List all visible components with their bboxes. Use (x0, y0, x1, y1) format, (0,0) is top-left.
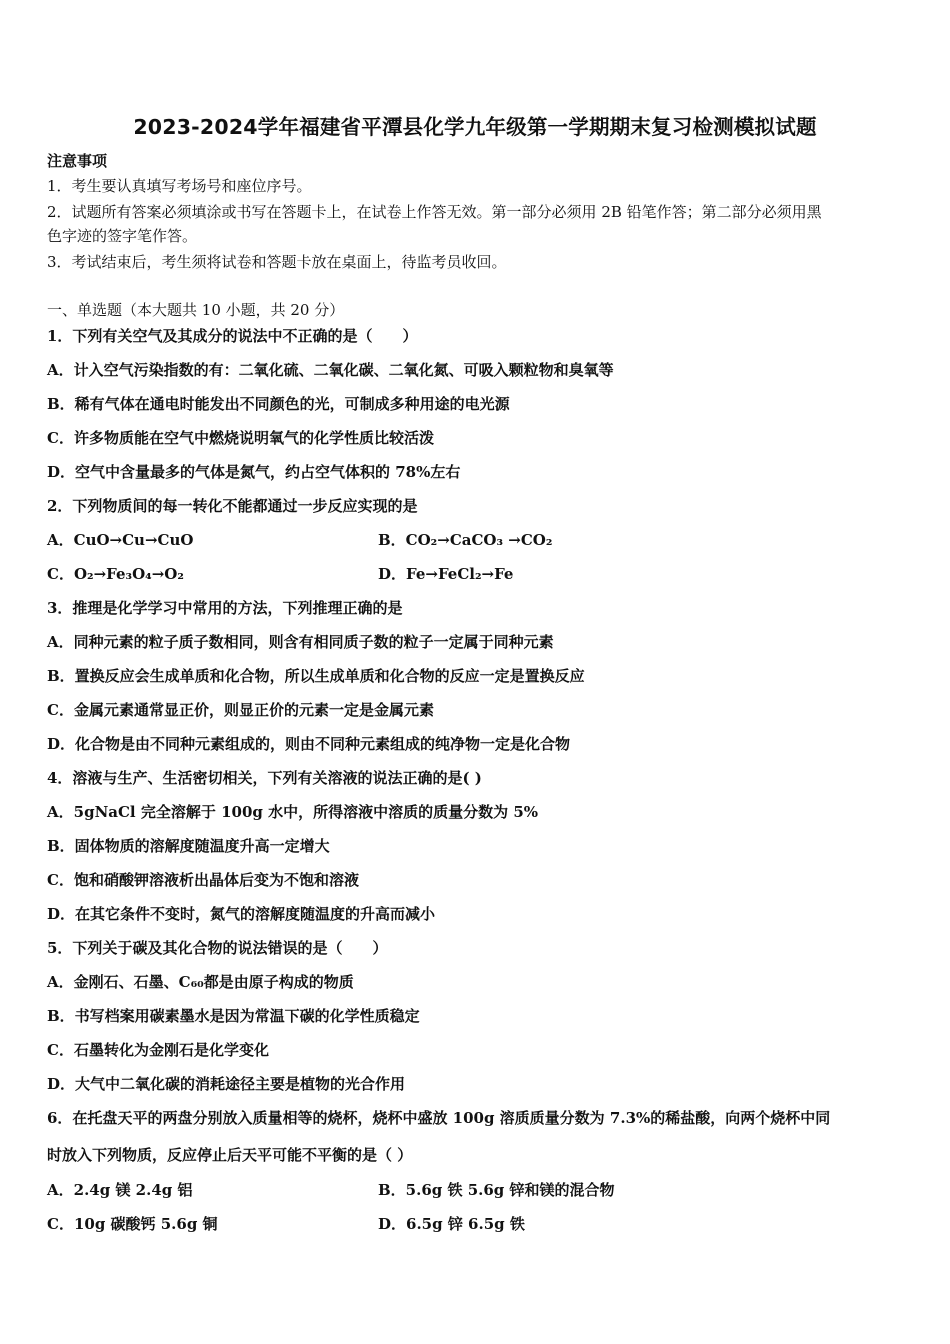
question-stem: 4．溶液与生产、生活密切相关，下列有关溶液的说法正确的是( ) (47, 769, 482, 787)
question-stem: 6．在托盘天平的两盘分别放入质量相等的烧杯，烧杯中盛放 100g 溶质质量分数为 7.3%的稀盐酸，向两个烧杯中同 (47, 1109, 831, 1127)
question-option: C．饱和硝酸钾溶液析出晶体后变为不饱和溶液 (47, 871, 359, 889)
section-heading: 一、单选题（本大题共 10 小题，共 20 分） (47, 301, 345, 319)
question-option: C．O₂→Fe₃O₄→O₂ (47, 565, 184, 583)
notice-item: 3．考试结束后，考生须将试卷和答题卡放在桌面上，待监考员收回。 (47, 253, 507, 271)
question-option: D．化合物是由不同种元素组成的，则由不同种元素组成的纯净物一定是化合物 (47, 735, 571, 753)
question-option: A．金刚石、石墨、C₆₀都是由原子构成的物质 (47, 973, 354, 991)
question-option: D．Fe→FeCl₂→Fe (378, 565, 514, 583)
question-option: C．金属元素通常显正价，则显正价的元素一定是金属元素 (47, 701, 434, 719)
exam-title: 2023-2024学年福建省平潭县化学九年级第一学期期末复习检测模拟试题 (133, 115, 817, 139)
question-option: D．6.5g 锌 6.5g 铁 (378, 1215, 525, 1233)
question-option: D．大气中二氧化碳的消耗途径主要是植物的光合作用 (47, 1075, 406, 1093)
question-option: A．5gNaCl 完全溶解于 100g 水中，所得溶液中溶质的质量分数为 5% (47, 803, 539, 821)
question-option: C．10g 碳酸钙 5.6g 铜 (47, 1215, 218, 1233)
notice-item: 2．试题所有答案必须填涂或书写在答题卡上，在试卷上作答无效。第一部分必须用 2B 铅笔作答；第二部分必须用黑 (47, 203, 822, 221)
question-option: A．同种元素的粒子质子数相同，则含有相同质子数的粒子一定属于同种元素 (47, 633, 554, 651)
question-stem-continued: 时放入下列物质，反应停止后天平可能不平衡的是（ ） (47, 1146, 413, 1164)
question-option: B．固体物质的溶解度随温度升高一定增大 (47, 837, 330, 855)
question-option: A．CuO→Cu→CuO (47, 531, 194, 549)
question-stem: 2．下列物质间的每一转化不能都通过一步反应实现的是 (47, 497, 418, 515)
question-option: B．稀有气体在通电时能发出不同颜色的光，可制成多种用途的电光源 (47, 395, 510, 413)
question-option: B．书写档案用碳素墨水是因为常温下碳的化学性质稳定 (47, 1007, 420, 1025)
question-option: C．石墨转化为金刚石是化学变化 (47, 1041, 269, 1059)
question-stem: 5．下列关于碳及其化合物的说法错误的是（ ） (47, 939, 388, 957)
question-option: B．置换反应会生成单质和化合物，所以生成单质和化合物的反应一定是置换反应 (47, 667, 585, 685)
question-stem: 1．下列有关空气及其成分的说法中不正确的是（ ） (47, 327, 418, 345)
notice-item: 1．考生要认真填写考场号和座位序号。 (47, 177, 312, 195)
question-option: B．5.6g 铁 5.6g 锌和镁的混合物 (378, 1181, 615, 1199)
question-stem: 3．推理是化学学习中常用的方法，下列推理正确的是 (47, 599, 403, 617)
notice-heading: 注意事项 (47, 152, 108, 170)
question-option: A．计入空气污染指数的有：二氧化硫、二氧化碳、二氧化氮、可吸入颗粒物和臭氧等 (47, 361, 614, 379)
notice-item: 色字迹的签字笔作答。 (47, 227, 198, 245)
question-option: B．CO₂→CaCO₃ →CO₂ (378, 531, 553, 549)
question-option: D．在其它条件不变时，氮气的溶解度随温度的升高而减小 (47, 905, 436, 923)
question-option: C．许多物质能在空气中燃烧说明氧气的化学性质比较活泼 (47, 429, 434, 447)
question-option: D．空气中含量最多的气体是氮气，约占空气体积的 78%左右 (47, 463, 461, 481)
question-option: A．2.4g 镁 2.4g 铝 (47, 1181, 193, 1199)
